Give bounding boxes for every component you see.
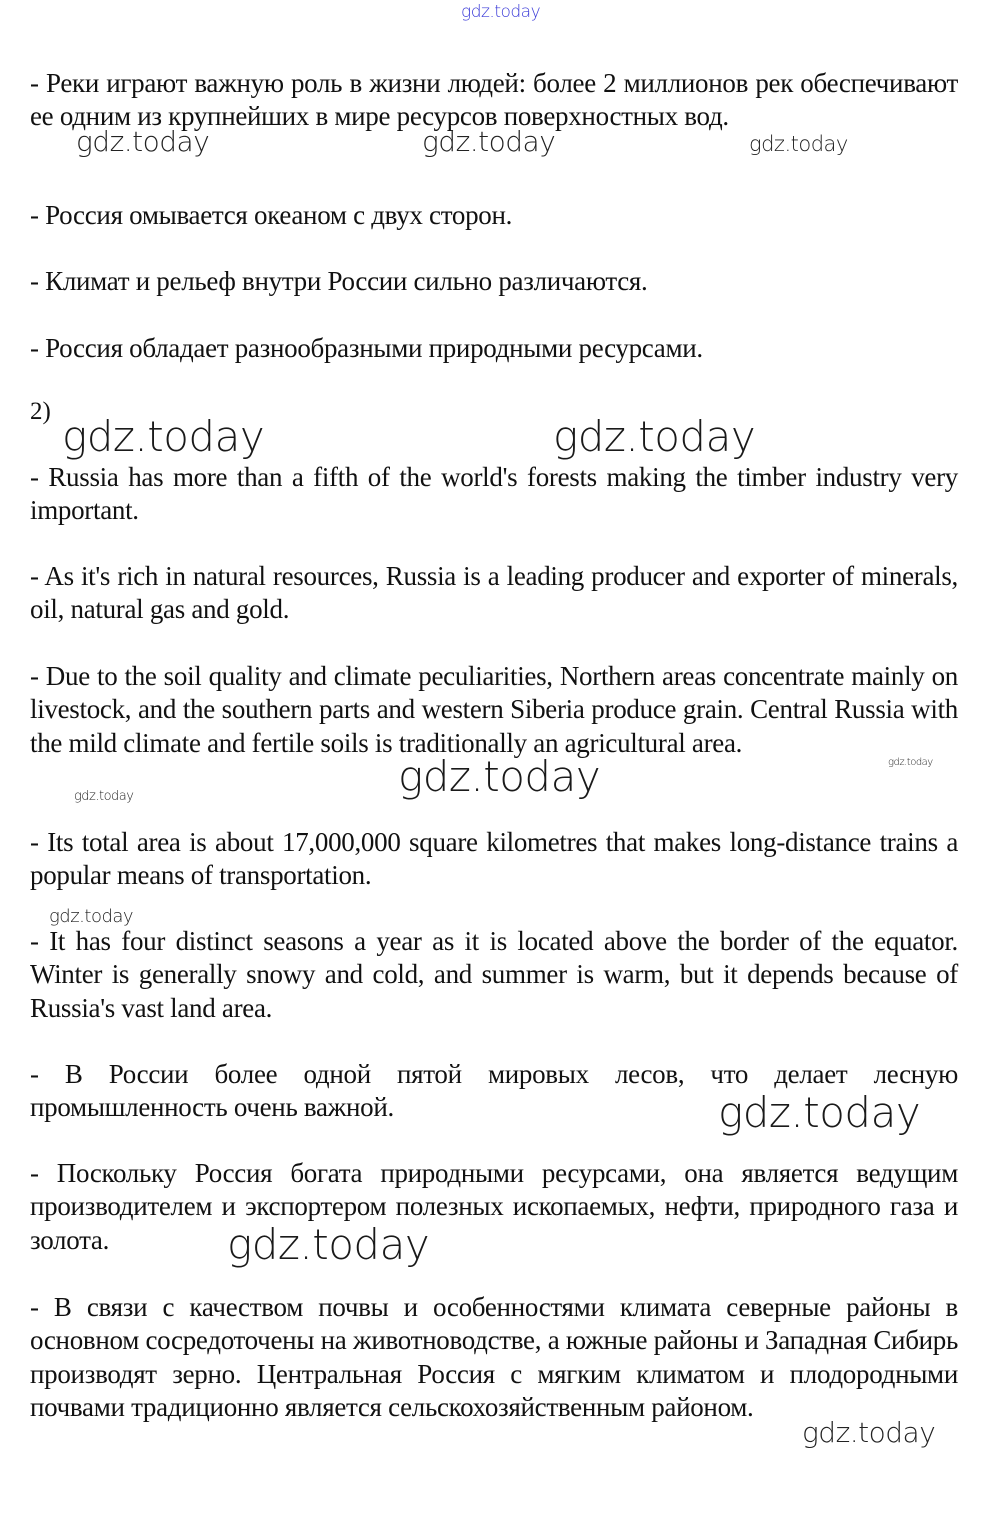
paragraph-en-resources: - As it's rich in natural resources, Russia is a leading producer and exporter of minerals, oil, natural gas and gold. — [30, 561, 958, 625]
paragraph-en-agriculture: - Due to the soil quality and climate peculiarities, Northern areas concentrate mainly on livestock, and the southern parts and western Siberia produce grain. Central Russia with the mild climate and fertile soils is traditionally an agricultural area. — [30, 661, 958, 758]
paragraph-en-area: - Its total area is about 17,000,000 square kilometres that makes long-distance trains a popular means of transportation. — [30, 827, 958, 891]
watermark: gdz.today — [422, 125, 556, 158]
watermark: gdz.today — [802, 1416, 936, 1449]
watermark: gdz.today — [718, 1088, 921, 1137]
watermark: gdz.today — [227, 1220, 430, 1269]
paragraph-ru-resources: - Россия обладает разнообразными природными ресурсами. — [30, 333, 703, 363]
watermark: gdz.today — [749, 132, 848, 156]
paragraph-ru-rivers: - Реки играют важную роль в жизни людей: более 2 миллионов рек обеспечивают ее одним из крупнейших в мире ресурсов поверхностных вод. — [30, 68, 958, 132]
watermark: gdz.today — [74, 789, 134, 804]
paragraph-en-seasons: - It has four distinct seasons a year as it is located above the border of the equator. Winter is generally snowy and cold, and summer is warm, but it depends because of Russia's vast land area. — [30, 926, 958, 1023]
paragraph-ru-ocean: - Россия омывается океаном с двух сторон. — [30, 200, 513, 230]
paragraph-ru-agriculture: - В связи с качеством почвы и особенностями климата северные районы в основном сосредоточены на животноводстве, а южные районы и Западная Сибирь производят зерно. Центральная Россия с мягким климатом и плодородными почвами традиционно является сельскохозяйственным районом. — [30, 1292, 958, 1422]
paragraph-en-forests: - Russia has more than a fifth of the world's forests making the timber industry very important. — [30, 462, 958, 526]
watermark: gdz.today — [553, 412, 756, 461]
paragraph-ru-forests: - В России более одной пятой мировых лесов, что делает лесную промышленность очень важной. — [30, 1059, 958, 1123]
watermark: gdz.today — [888, 757, 933, 768]
watermark: gdz.today — [62, 412, 265, 461]
watermark: gdz.today — [76, 125, 210, 158]
watermark: gdz.today — [398, 752, 601, 801]
watermark: gdz.today — [49, 906, 134, 927]
paragraph-ru-climate: - Климат и рельеф внутри России сильно различаются. — [30, 266, 648, 296]
paragraph-ru-exporter: - Поскольку Россия богата природными ресурсами, она является ведущим производителем и экспортером полезных ископаемых, нефти, природного газа и золота. — [30, 1158, 958, 1255]
section-label: 2) — [30, 398, 51, 425]
watermark-top: gdz.today — [461, 2, 541, 22]
